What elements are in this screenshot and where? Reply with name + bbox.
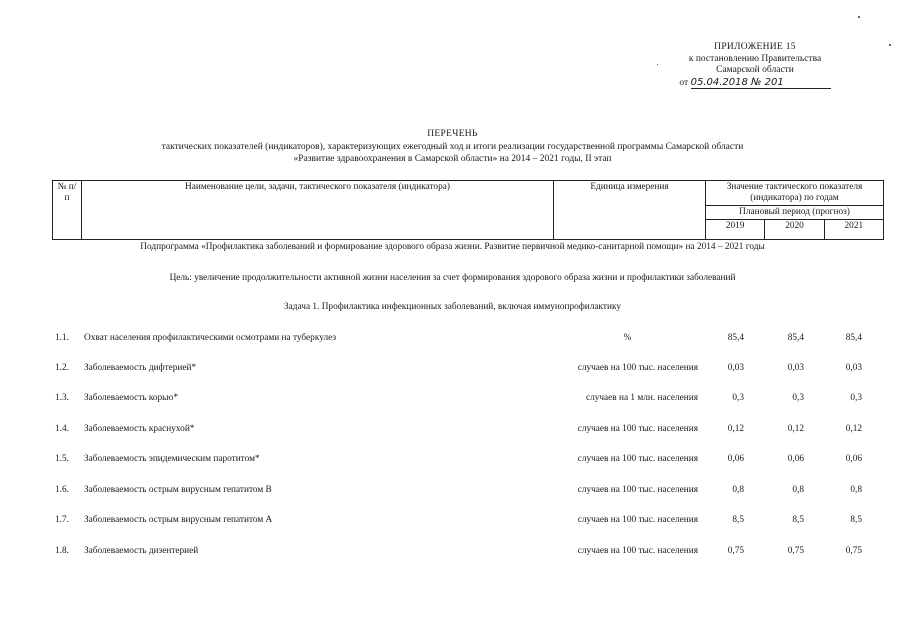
row-value-2020: 0,12	[787, 424, 804, 434]
row-value-2020: 85,4	[787, 333, 804, 343]
table-row	[0, 393, 905, 407]
row-value-2019: 0,03	[727, 363, 744, 373]
col-header-unit: Единица измерения	[554, 181, 706, 240]
table-row	[0, 546, 905, 560]
row-value-2020: 0,03	[787, 363, 804, 373]
appendix-resolution: к постановлению Правительства	[688, 53, 822, 64]
row-indicator-name: Заболеваемость эпидемическим паротитом*	[84, 454, 260, 464]
scan-speck	[889, 44, 891, 46]
row-value-2020: 0,3	[792, 393, 804, 403]
handwritten-date-number: 05.04.2018 № 201	[691, 77, 831, 90]
row-indicator-name: Заболеваемость дизентерией	[84, 546, 199, 556]
table-row	[0, 454, 905, 468]
row-indicator-name: Заболеваемость корью*	[84, 393, 179, 403]
appendix-title: ПРИЛОЖЕНИЕ 15	[714, 42, 796, 52]
table-row	[0, 363, 905, 377]
title-program-name: «Развитие здравоохранения в Самарской области» на 2014 – 2021 годы, II этап	[293, 154, 612, 164]
table-row	[0, 485, 905, 499]
row-value-2019: 0,8	[732, 485, 744, 495]
row-value-2021: 0,03	[845, 363, 862, 373]
row-unit: %	[623, 333, 632, 343]
row-unit: случаев на 100 тыс. населения	[577, 454, 698, 464]
row-unit: случаев на 100 тыс. населения	[577, 485, 698, 495]
row-unit: случаев на 100 тыс. населения	[577, 424, 698, 434]
row-value-2019: 85,4	[727, 333, 744, 343]
row-value-2021: 0,8	[850, 485, 862, 495]
indicators-table-header	[52, 180, 884, 240]
title-subheading: тактических показателей (индикаторов), характеризующих ежегодный ход и итоги реализации государственной программы Самарской области	[161, 141, 744, 152]
row-value-2020: 0,75	[787, 546, 804, 556]
col-header-period: Плановый период (прогноз)	[706, 206, 884, 220]
row-value-2020: 0,06	[787, 454, 804, 464]
row-value-2021: 0,3	[850, 393, 862, 403]
row-number: 1.2.	[55, 363, 69, 373]
row-value-2019: 0,3	[732, 393, 744, 403]
row-unit: случаев на 1 млн. населения	[585, 393, 698, 403]
row-value-2019: 8,5	[732, 515, 744, 525]
row-value-2020: 8,5	[792, 515, 804, 525]
row-value-2019: 0,12	[727, 424, 744, 434]
col-header-year: 2020	[765, 220, 824, 240]
appendix-date-prefix: от	[679, 77, 689, 88]
row-indicator-name: Заболеваемость острым вирусным гепатитом В	[84, 485, 272, 495]
row-number: 1.1.	[55, 333, 69, 343]
subprogram-heading: Подпрограмма «Профилактика заболеваний и формирование здорового образа жизни. Развитие первичной медико-санитарной помощи» на 2014 – 2021 годы	[140, 242, 765, 252]
row-value-2020: 0,8	[792, 485, 804, 495]
row-value-2019: 0,75	[727, 546, 744, 556]
row-number: 1.5.	[55, 454, 69, 464]
row-number: 1.4.	[55, 424, 69, 434]
row-number: 1.7.	[55, 515, 69, 525]
row-value-2021: 85,4	[845, 333, 862, 343]
appendix-block	[640, 42, 870, 89]
col-header-year: 2019	[706, 220, 765, 240]
row-number: 1.8.	[55, 546, 69, 556]
document-title	[0, 128, 905, 166]
row-unit: случаев на 100 тыс. населения	[577, 363, 698, 373]
col-header-year: 2021	[824, 220, 883, 240]
row-value-2021: 0,12	[845, 424, 862, 434]
row-value-2021: 0,75	[845, 546, 862, 556]
col-header-name: Наименование цели, задачи, тактического показателя (индикатора)	[82, 181, 554, 240]
row-indicator-name: Заболеваемость дифтерией*	[84, 363, 197, 373]
col-header-number: № п/п	[53, 181, 82, 240]
goal-heading: Цель: увеличение продолжительности активной жизни населения за счет формирования здорового образа жизни и профилактики заболеваний	[169, 273, 736, 283]
table-row	[0, 515, 905, 529]
appendix-region: Самарской области	[716, 65, 794, 75]
scan-speck	[858, 16, 860, 18]
row-number: 1.3.	[55, 393, 69, 403]
row-value-2021: 0,06	[845, 454, 862, 464]
row-number: 1.6.	[55, 485, 69, 495]
row-indicator-name: Заболеваемость острым вирусным гепатитом А	[84, 515, 273, 525]
row-value-2019: 0,06	[727, 454, 744, 464]
row-indicator-name: Заболеваемость краснухой*	[84, 424, 195, 434]
row-value-2021: 8,5	[850, 515, 862, 525]
table-row	[0, 333, 905, 347]
table-row	[0, 424, 905, 438]
row-unit: случаев на 100 тыс. населения	[577, 515, 698, 525]
appendix-date-line	[640, 77, 870, 90]
title-heading: ПЕРЕЧЕНЬ	[427, 129, 478, 139]
col-header-value: Значение тактического показателя (индикатора) по годам	[706, 181, 884, 206]
task-heading: Задача 1. Профилактика инфекционных заболеваний, включая иммунопрофилактику	[284, 302, 621, 312]
row-unit: случаев на 100 тыс. населения	[577, 546, 698, 556]
row-indicator-name: Охват населения профилактическими осмотрами на туберкулез	[84, 333, 336, 343]
